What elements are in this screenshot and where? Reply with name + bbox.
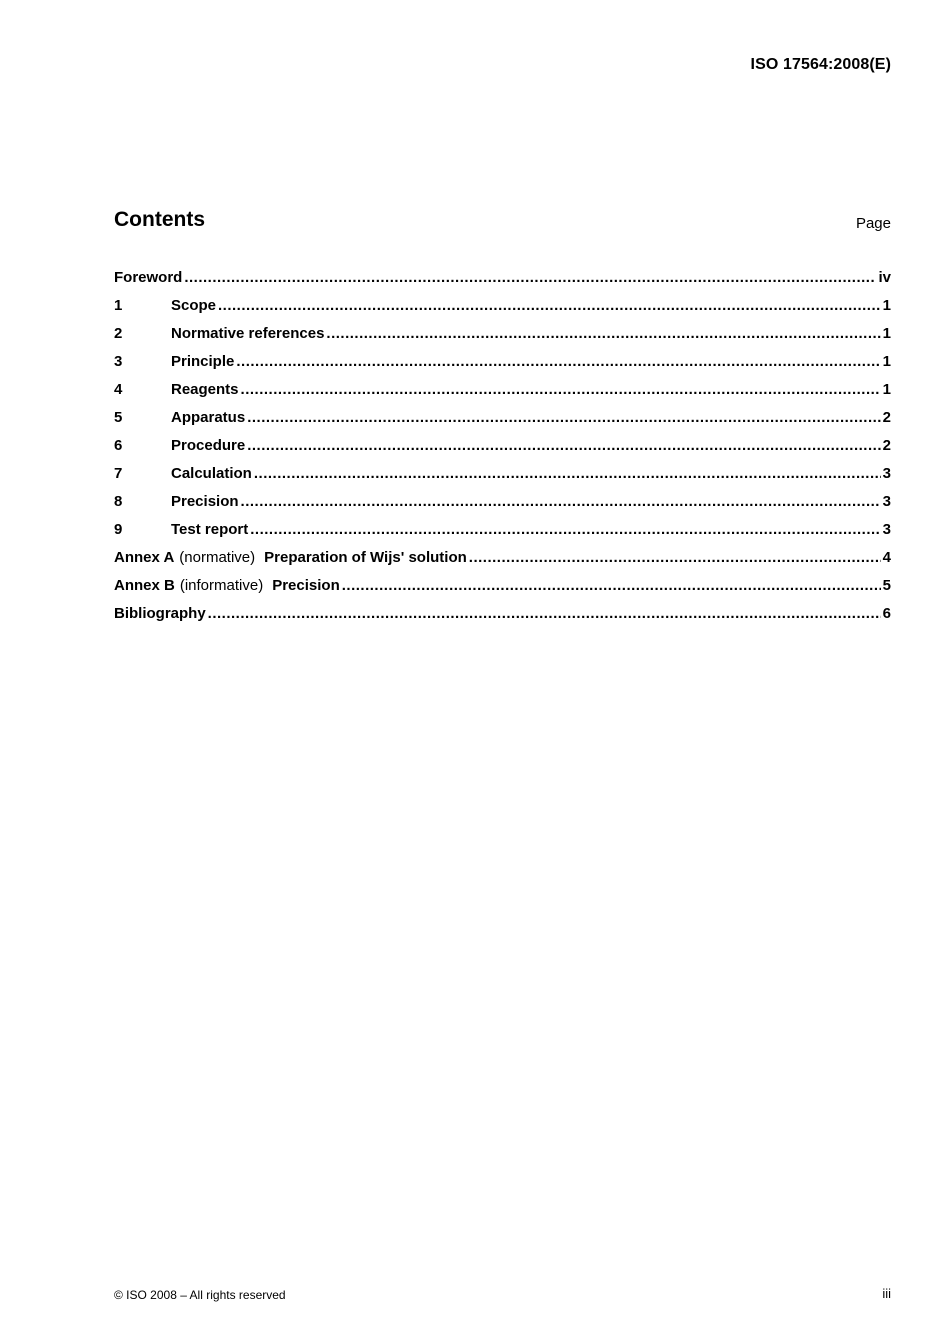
table-of-contents — [114, 264, 891, 628]
toc-entry-annex-note: (informative) — [179, 577, 264, 594]
toc-entry-page: 4 — [882, 549, 891, 566]
toc-entry-foreword[interactable] — [114, 264, 891, 292]
toc-entry-label: Bibliography — [114, 605, 206, 622]
toc-dot-leader — [326, 320, 880, 348]
toc-dot-leader — [250, 516, 880, 544]
toc-entry-number: 8 — [114, 493, 123, 510]
toc-entry-number: 3 — [114, 353, 123, 370]
toc-entry-reagents[interactable] — [114, 376, 891, 404]
toc-entry-label: Scope — [171, 297, 217, 314]
toc-entry-label: Preparation of Wijs' solution — [264, 549, 467, 566]
toc-entry-number: 1 — [114, 297, 123, 314]
toc-entry-number: 7 — [114, 465, 123, 482]
toc-entry-page: 1 — [882, 353, 891, 370]
toc-entry-label: Principle — [171, 353, 235, 370]
toc-entry-page: 3 — [882, 521, 891, 538]
toc-entry-page: 5 — [882, 577, 891, 594]
toc-entry-normative-references[interactable] — [114, 320, 891, 348]
toc-entry-page: 1 — [882, 381, 891, 398]
toc-dot-leader — [218, 292, 881, 320]
toc-entry-page: 3 — [882, 465, 891, 482]
toc-entry-label: Procedure — [171, 437, 246, 454]
toc-entry-number: 6 — [114, 437, 123, 454]
toc-entry-label: Apparatus — [171, 409, 246, 426]
toc-entry-number: 5 — [114, 409, 123, 426]
toc-entry-label: Foreword — [114, 269, 183, 286]
toc-entry-page: 1 — [882, 297, 891, 314]
toc-entry-scope[interactable] — [114, 292, 891, 320]
toc-entry-page: iv — [878, 269, 891, 286]
toc-entry-label: Test report — [171, 521, 249, 538]
toc-dot-leader — [184, 264, 876, 292]
footer-copyright: © ISO 2008 – All rights reserved — [114, 1288, 286, 1302]
toc-dot-leader — [254, 460, 881, 488]
toc-entry-calculation[interactable] — [114, 460, 891, 488]
toc-dot-leader — [236, 348, 880, 376]
document-id: ISO 17564:2008(E) — [750, 56, 891, 73]
toc-entry-annex-prefix: Annex B — [114, 577, 175, 594]
toc-entry-annex-prefix: Annex A — [114, 549, 175, 566]
toc-entry-number: 9 — [114, 521, 123, 538]
toc-dot-leader — [247, 404, 880, 432]
toc-entry-number: 2 — [114, 325, 123, 342]
toc-entry-label: Precision — [272, 577, 340, 594]
toc-entry-annex-b[interactable] — [114, 572, 891, 600]
toc-entry-annex-a[interactable] — [114, 544, 891, 572]
toc-entry-page: 2 — [882, 437, 891, 454]
toc-entry-apparatus[interactable] — [114, 404, 891, 432]
toc-entry-precision[interactable] — [114, 488, 891, 516]
toc-entry-label: Precision — [171, 493, 239, 510]
toc-entry-annex-note: (normative) — [179, 549, 256, 566]
toc-entry-label: Reagents — [171, 381, 239, 398]
toc-entry-label: Normative references — [171, 325, 325, 342]
page-column-label: Page — [855, 215, 891, 232]
toc-entry-page: 1 — [882, 325, 891, 342]
toc-dot-leader — [241, 376, 881, 404]
toc-entry-bibliography[interactable] — [114, 600, 891, 628]
toc-entry-page: 3 — [882, 493, 891, 510]
footer-page-number: iii — [882, 1286, 891, 1301]
toc-dot-leader — [469, 544, 881, 572]
contents-title: Contents — [114, 208, 205, 231]
contents-header — [114, 208, 891, 240]
toc-dot-leader — [247, 432, 880, 460]
toc-entry-principle[interactable] — [114, 348, 891, 376]
toc-dot-leader — [241, 488, 881, 516]
toc-entry-number: 4 — [114, 381, 123, 398]
toc-entry-page: 6 — [882, 605, 891, 622]
toc-dot-leader — [342, 572, 881, 600]
toc-entry-label: Calculation — [171, 465, 252, 482]
toc-dot-leader — [208, 600, 881, 628]
toc-entry-procedure[interactable] — [114, 432, 891, 460]
toc-entry-page: 2 — [882, 409, 891, 426]
toc-entry-test-report[interactable] — [114, 516, 891, 544]
